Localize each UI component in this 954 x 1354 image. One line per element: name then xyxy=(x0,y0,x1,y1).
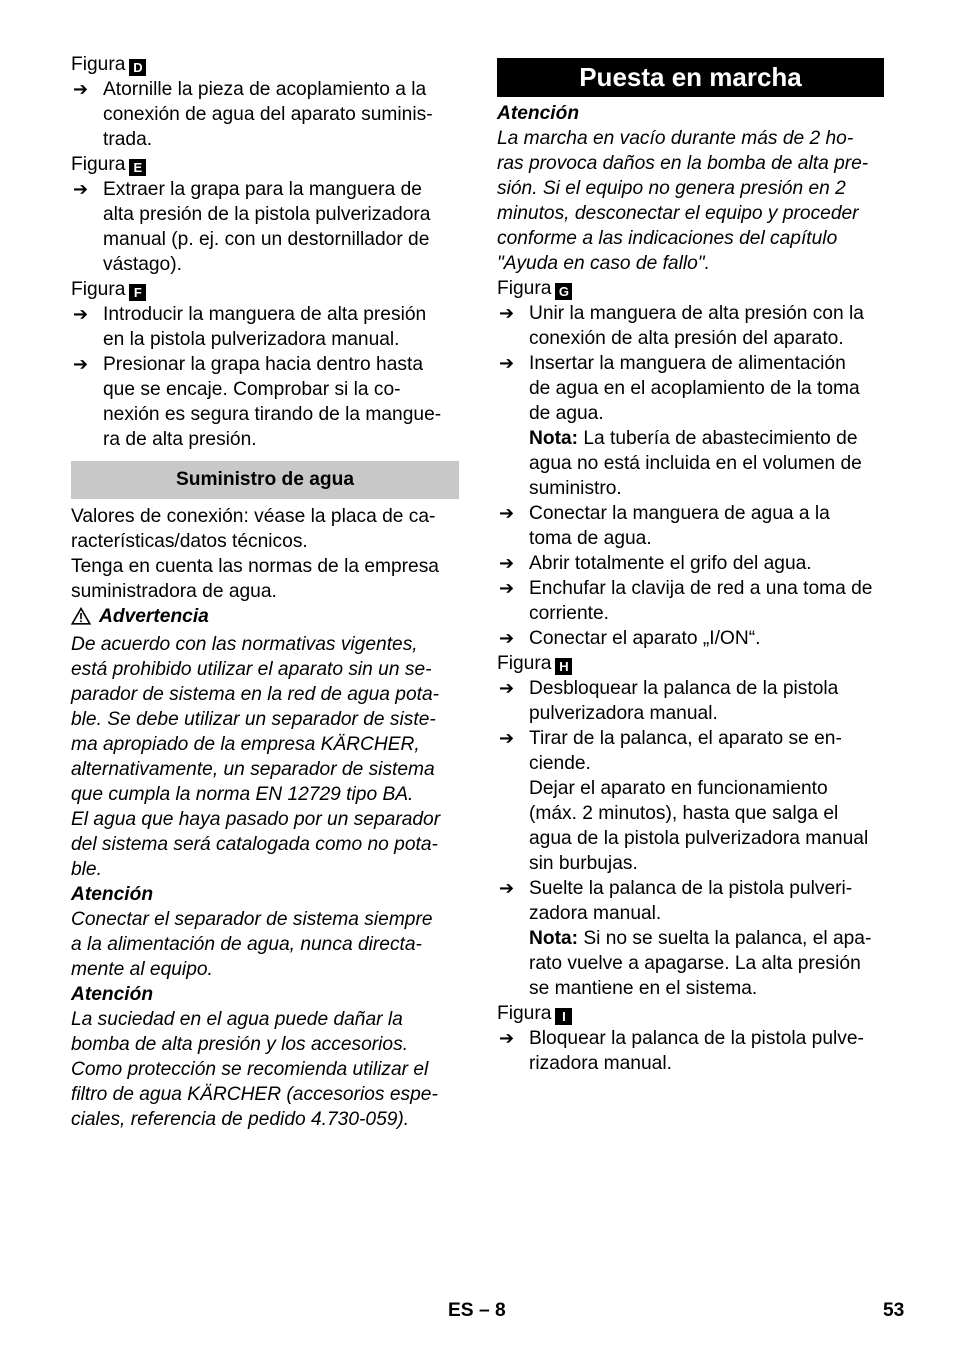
arrow-icon: ➔ xyxy=(499,553,515,573)
figure-letter-f: F xyxy=(129,284,146,301)
step-screw-coupling: ➔ Atornille la pieza de acoplamiento a la conexión de agua del aparato suminis- trada. xyxy=(73,79,433,150)
figure-letter-i: I xyxy=(555,1008,572,1025)
startup-heading: Puesta en marcha xyxy=(497,58,884,97)
arrow-icon: ➔ xyxy=(499,728,515,748)
water-company-paragraph: Tenga en cuenta las normas de la empresa suministradora de agua. xyxy=(71,556,439,602)
step-connect-hp-hose: ➔ Unir la manguera de alta presión con la conexión de alta presión del aparato. xyxy=(499,303,864,349)
note-2: Nota: Si no se suelta la palanca, el apa- xyxy=(529,928,872,949)
right-column xyxy=(497,52,884,1076)
figure-ref-d: Figura D xyxy=(71,52,459,77)
attention-heading-2: Atención xyxy=(71,984,154,1005)
step-press-clip: ➔ Presionar la grapa hacia dentro hasta que se encaje. Comprobar si la co- nexión es segura tirando de la mangue- ra de alta presión. xyxy=(73,354,442,450)
arrow-icon: ➔ xyxy=(73,179,89,199)
figure-ref-i: Figura I xyxy=(497,1001,884,1026)
figure-ref-g: Figura G xyxy=(497,276,884,301)
step-connect-water-hose: ➔ Conectar la manguera de agua a la toma de agua. xyxy=(499,503,830,549)
warning-heading: Advertencia xyxy=(71,604,459,632)
attention-text-2: La suciedad en el agua puede dañar la bomba de alta presión y los accesorios. Como protección se recomienda utilizar el filtro de agua KÄRCHER (accesorios espe- ciales, referencia de pedido 4.730-059). xyxy=(71,1009,438,1130)
figure-ref-h: Figura H xyxy=(497,651,884,676)
attention-heading-1: Atención xyxy=(71,884,154,905)
water-supply-heading: Suministro de agua xyxy=(71,461,459,499)
step-insert-hose: ➔ Introducir la manguera de alta presión en la pistola pulverizadora manual. xyxy=(73,304,427,350)
figure-ref-e: Figura E xyxy=(71,152,459,177)
arrow-icon: ➔ xyxy=(73,354,89,374)
figure-letter-e: E xyxy=(129,159,146,176)
figure-letter-d: D xyxy=(129,59,146,76)
footer-page-number: 53 xyxy=(883,1300,905,1321)
attention-heading: Atención xyxy=(497,103,580,124)
arrow-icon: ➔ xyxy=(499,678,515,698)
connection-values-paragraph: Valores de conexión: véase la placa de ca- racterísticas/datos técnicos. xyxy=(71,506,436,552)
step-remove-clip: ➔ Extraer la grapa para la manguera de alta presión de la pistola pulverizadora manual (p. ej. con un destornillador de vástago). xyxy=(73,179,431,275)
step-lock-lever: ➔ Bloquear la palanca de la pistola pulve- rizadora manual. xyxy=(499,1028,864,1074)
step-insert-supply-hose: ➔ Insertar la manguera de alimentación de agua en el acoplamiento de la toma de agua. Nota: La tubería de abastecimiento de agua no está incluida en el volumen de suministro. xyxy=(497,351,884,501)
figure-letter-h: H xyxy=(555,658,572,675)
step-release-lever: ➔ Suelte la palanca de la pistola pulveri- zadora manual. Nota: Si no se suelta la palanca, el apa- rato vuelve a apagarse. La alta presión se mantiene en el sistema. xyxy=(497,876,884,1001)
arrow-icon: ➔ xyxy=(499,353,515,373)
warning-text: De acuerdo con las normativas vigentes, está prohibido utilizar el aparato sin un se- parador de sistema en la red de agua pota- ble. Se debe utilizar un separador de siste- ma apropiado de la empresa KÄRCHER, alternativamente, un separador de sistema que cumpla la norma EN 12729 tipo BA. El agua que haya pasado por un separador del sistema será catalogada como no pota- ble. xyxy=(71,634,441,880)
step-switch-on: ➔ Conectar el aparato „I/ON“. xyxy=(499,628,761,649)
note-1: Nota: La tubería de abastecimiento de xyxy=(529,428,858,449)
left-column xyxy=(71,52,459,1132)
figure-ref-f: Figura F xyxy=(71,277,459,302)
step-pull-lever: ➔ Tirar de la palanca, el aparato se en- ciende. Dejar el aparato en funcionamiento (máx. 2 minutos), hasta que salga el agua de la pistola pulverizadora manual sin burbujas. xyxy=(499,728,869,874)
arrow-icon: ➔ xyxy=(499,578,515,598)
arrow-icon: ➔ xyxy=(499,878,515,898)
attention-text-1: Conectar el separador de sistema siempre a la alimentación de agua, nunca directa- mente al equipo. xyxy=(71,909,433,980)
arrow-icon: ➔ xyxy=(73,79,89,99)
arrow-icon: ➔ xyxy=(499,1028,515,1048)
footer-section-label: ES – 8 xyxy=(448,1300,506,1321)
arrow-icon: ➔ xyxy=(499,503,515,523)
step-open-tap: ➔ Abrir totalmente el grifo del agua. xyxy=(499,553,812,574)
warning-triangle-icon xyxy=(71,607,91,632)
arrow-icon: ➔ xyxy=(499,628,515,648)
figure-letter-g: G xyxy=(555,283,572,300)
attention-text: La marcha en vacío durante más de 2 ho- ras provoca daños en la bomba de alta pre- sión. Si el equipo no genera presión en 2 minutos, desconectar el equipo y proceder conforme a las indicaciones del capítulo "Ayuda en caso de fallo". xyxy=(497,128,869,274)
arrow-icon: ➔ xyxy=(73,304,89,324)
arrow-icon: ➔ xyxy=(499,303,515,323)
step-plug-in: ➔ Enchufar la clavija de red a una toma de corriente. xyxy=(499,578,873,624)
step-unlock-lever: ➔ Desbloquear la palanca de la pistola pulverizadora manual. xyxy=(499,678,839,724)
